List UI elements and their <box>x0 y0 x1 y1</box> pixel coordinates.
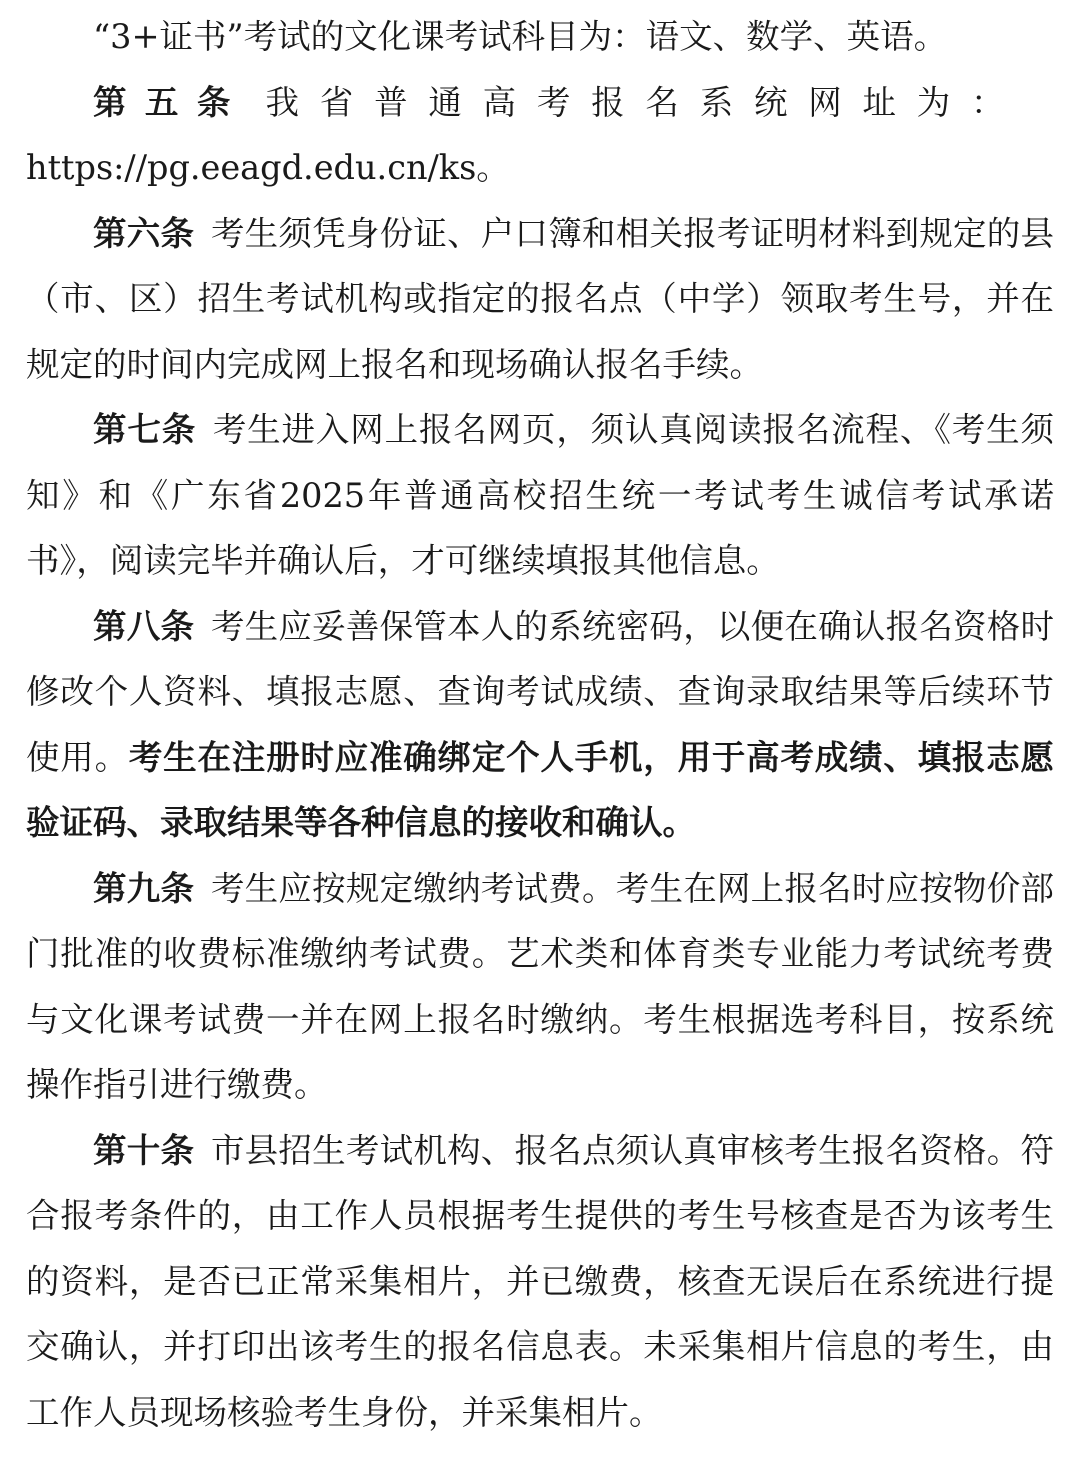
article-10-text: 市县招生考试机构、报名点须认真审核考生报名资格。符合报考条件的，由工作人员根据考生提供的考生号核查是否为该考生的资料，是否已正常采集相片，并已缴费，核查无误后在系统进行提交确认，并打印出该考生的报名信息表。未采集相片信息的考生，由工作人员现场核验考生身份，并采集相片。 <box>26 1130 1055 1432</box>
article-6-heading: 第六条 <box>93 213 195 253</box>
article-5-heading: 第五条 <box>93 82 249 122</box>
intro-text: “3+证书”考试的文化课考试科目为：语文、数学、英语。 <box>93 17 948 56</box>
article-8-text: 考生应妥善保管本人的系统密码，以便在确认报名资格时修改个人资料、填报志愿、查询考试成绩、查询录取结果等后续环节使用。 <box>26 606 1055 777</box>
paragraph-article-8 <box>26 594 1054 856</box>
article-5-text: 我省普通高考报名系统网址为： <box>265 82 1026 122</box>
article-7-text: 考生进入网上报名网页，须认真阅读报名流程、《考生须知》和《广东省2025年普通高校招生统一考试考生诚信考试承诺书》，阅读完毕并确认后，才可继续填报其他信息。 <box>26 410 1055 580</box>
system-url: https://pg.eeagd.edu.cn/ks。 <box>26 148 510 187</box>
article-8-heading: 第八条 <box>93 606 195 646</box>
paragraph-article-10 <box>26 1118 1054 1446</box>
article-10-heading: 第十条 <box>93 1130 195 1170</box>
paragraph-article-5-url <box>26 135 1054 201</box>
paragraph-article-9 <box>26 856 1054 1118</box>
article-6-text: 考生须凭身份证、户口簿和相关报考证明材料到规定的县（市、区）招生考试机构或指定的报名点（中学）领取考生号，并在规定的时间内完成网上报名和现场确认报名手续。 <box>26 213 1055 384</box>
article-7-heading: 第七条 <box>93 410 197 449</box>
article-8-bold-text: 考生在注册时应准确绑定个人手机，用于高考成绩、填报志愿验证码、录取结果等各种信息的接收和确认。 <box>26 737 1055 842</box>
paragraph-article-5 <box>26 70 1054 136</box>
article-9-heading: 第九条 <box>93 868 195 908</box>
article-9-text: 考生应按规定缴纳考试费。考生在网上报名时应按物价部门批准的收费标准缴纳考试费。艺术类和体育类专业能力考试统考费与文化课考试费一并在网上报名时缴纳。考生根据选考科目，按系统操作指引进行缴费。 <box>26 868 1055 1104</box>
paragraph-intro <box>26 4 1054 70</box>
paragraph-article-6 <box>26 201 1054 398</box>
paragraph-article-7 <box>26 397 1054 594</box>
